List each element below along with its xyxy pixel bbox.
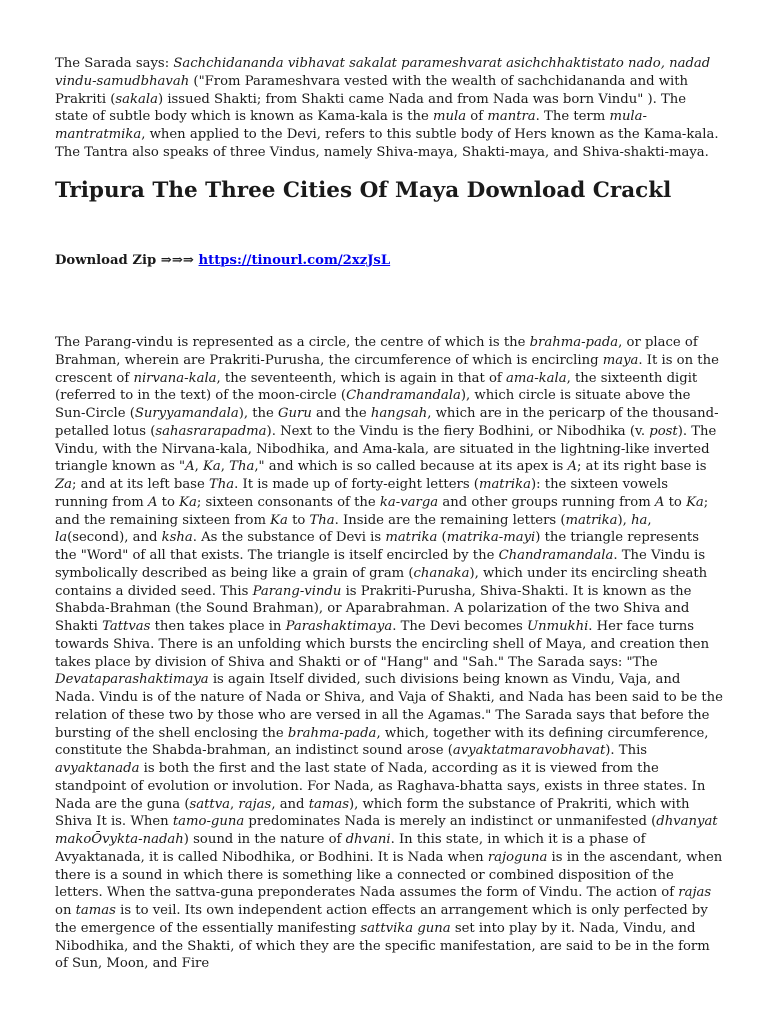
body-text-run: is to veil. Its own independent action effects an arrangement which is only perfected by the emergence of the essentially manifesting — [55, 903, 708, 936]
body-italic-term: ka-varga — [379, 494, 439, 510]
body-text-run: , or place of Brahman, wherein are Prakriti-Purusha, the circumference of which is encircling — [55, 335, 698, 368]
intro-text-run: , when applied to the Devi, refers to this subtle body of Hers known as the Kama-kala. The Tantra also speaks of three Vindus, namely Shiva-maya, Shakti-maya, and Shiva-shakti-maya. — [55, 127, 719, 160]
body-italic-term: matrika — [478, 477, 531, 492]
intro-text-run: . The term — [535, 109, 610, 125]
body-text-run: , — [230, 796, 239, 812]
intro-text-run: of — [466, 109, 488, 125]
body-italic-term: Za — [55, 477, 73, 492]
body-italic-term: matrika — [565, 512, 618, 528]
intro-paragraph — [55, 55, 720, 162]
body-text-run: ). Next to the Vindu is the fiery Bodhini, or Nibodhika (v. — [266, 423, 650, 439]
body-text-run: is in the ascendant, when there is a sound in which there is something like a connected or combined disposition of the letters. When the sattva-guna preponderates Nada assumes the form of Vindu. The action of — [55, 849, 723, 901]
body-text-run: ), which form the substance of Prakriti, which with Shiva It is. When — [55, 796, 690, 830]
body-italic-term: maya — [602, 352, 639, 368]
intro-italic-term: mula-mantratmika — [55, 109, 647, 142]
body-text-run: The Parang-vindu is represented as a circle, the centre of which is the — [55, 335, 530, 350]
body-italic-term: ha — [631, 512, 648, 528]
body-italic-term: dhvani — [345, 832, 391, 847]
body-italic-term: matrika-mayi — [446, 530, 536, 546]
body-text-run: ). The Vindu, with the Nirvana-kala, Nibodhika, and Ama-kala, are situated in the lightning-like inverted triangle known as " — [55, 423, 717, 475]
body-text-run: set into play by it. Nada, Vindu, and Nibodhika, and the Shakti, of which they are the specific manifestation, are said to be in the form of Sun, Moon, and Fire — [55, 920, 710, 972]
body-text-run: , — [194, 459, 204, 475]
body-italic-term: nirvana-kala — [133, 370, 217, 386]
body-italic-term: Chandramandala — [498, 548, 614, 563]
body-italic-term: hangsah — [370, 406, 428, 421]
body-italic-term: Tattvas — [102, 619, 151, 634]
body-italic-term: Ka — [270, 512, 288, 528]
body-italic-term: Tha — [309, 512, 335, 528]
body-text-run: ) the triangle represents the "Word" of all that exists. The triangle is itself encircled by the — [55, 530, 699, 563]
body-text-run: , which, together with its defining circumference, constitute the Shabda-brahman, an indistinct sound arose ( — [55, 725, 709, 759]
body-italic-term: matrika — [385, 530, 438, 546]
body-italic-term: la — [55, 530, 68, 546]
download-label: Download Zip ⇒⇒⇒ — [55, 253, 199, 268]
body-italic-term: ksha — [161, 530, 193, 546]
body-text-run: is again Itself divided, such divisions being known as Vindu, Vaja, and Nada. Vindu is of the nature of Nada or Shiva, and Vaja of Shakti, and Nada has been said to be the relation of these two by those who are versed in all the Agamas." The Sarada says that before the bursting of the shell enclosing the — [55, 672, 723, 741]
body-italic-term: ama-kala — [505, 370, 567, 386]
intro-italic-term: mula — [433, 109, 467, 125]
body-italic-term: avyaktatmaravobhavat — [452, 743, 606, 759]
body-text-run: , — [647, 512, 652, 528]
body-text-run: ), which circle is situate above the Sun-Circle ( — [55, 388, 691, 421]
body-text-run: ; sixteen consonants of the — [196, 494, 380, 510]
body-text-run: ; and at its left base — [72, 477, 209, 492]
body-italic-term: Ka — [203, 459, 221, 475]
body-text-run: to — [287, 512, 310, 528]
body-italic-term: rajas — [238, 796, 272, 812]
body-text-run: ), the — [238, 406, 279, 421]
body-text-run: ) sound in the nature of — [183, 832, 346, 847]
body-italic-term: rajoguna — [487, 849, 548, 865]
body-text-run: predominates Nada is merely an indistinct or unmanifested ( — [244, 814, 657, 830]
body-italic-term: rajas — [678, 885, 712, 901]
body-text-run: ," and which is so called because at its apex is — [254, 459, 568, 475]
body-text-run: to — [664, 494, 687, 510]
body-text-run: , which are in the pericarp of the thousand-petalled lotus ( — [55, 406, 719, 439]
body-italic-term: Tha — [229, 459, 255, 475]
body-text-run: , the seventeenth, which is again in that of — [216, 370, 506, 386]
body-text-run: and the — [311, 406, 371, 421]
body-text-run: is Prakriti-Purusha, Shiva-Shakti. It is known as the Shabda-Brahman (the Sound Brahman), or Aparabrahman. A polarization of the two Shiva and Shakti — [55, 583, 692, 634]
body-italic-term: tamas — [308, 796, 349, 812]
intro-text-run: ) issued Shakti; from Shakti came Nada and from Nada was born Vindu" ). The state of subtle body which is known as Kama-kala is the — [55, 91, 687, 125]
body-italic-term: Chandramandala — [346, 388, 461, 404]
body-italic-term: sahasrarapadma — [155, 423, 267, 439]
body-text-run: ; at its right base is — [577, 459, 707, 475]
body-text-run: ), which under its encircling sheath contains a divided seed. This — [55, 565, 708, 599]
body-italic-term: Ka — [686, 494, 704, 510]
body-italic-term: avyaktanada — [55, 761, 140, 776]
body-italic-term: A — [147, 494, 158, 510]
body-italic-term: Guru — [278, 406, 312, 421]
body-text-run: . Her face turns towards Shiva. There is an unfolding which bursts the encircling shell of Maya, and creation then takes place by division of Shiva and Shakti or of "Hang" and "Sah." The Sarada says: "The — [55, 619, 710, 670]
body-italic-term: Parashaktimaya — [285, 619, 393, 634]
body-text-run: . It is on the crescent of — [55, 352, 719, 386]
body-text-run: ; and the remaining sixteen from — [55, 494, 709, 528]
body-text-run: , and — [271, 796, 309, 812]
body-italic-term: brahma-pada — [529, 335, 619, 350]
body-text-run: , the sixteenth digit (referred to in the text) of the moon-circle ( — [55, 370, 698, 404]
intro-italic-term: mantra — [487, 109, 536, 125]
body-italic-term: A — [654, 494, 665, 510]
intro-italic-term: sakala — [115, 91, 158, 107]
body-text-run: . It is made up of forty-eight letters ( — [234, 477, 479, 492]
intro-italic-term: Sachchidananda vibhavat sakalat parameshvarat asichchhaktistato nado, nadad vindu-samudbhavah — [55, 56, 711, 89]
body-text-run: . Inside are the remaining letters ( — [334, 512, 566, 528]
body-text-run: and other groups running from — [438, 494, 655, 510]
download-line — [55, 252, 390, 269]
intro-text-run: ("From Parameshvara vested with the wealth of sachchidananda and with Prakriti ( — [55, 73, 689, 107]
body-text-run: then takes place in — [150, 619, 286, 634]
download-link[interactable]: https://tinourl.com/2xzJsL — [198, 253, 391, 268]
body-italic-term: post — [649, 423, 678, 439]
body-text-run: is both the first and the last state of Nada, according as it is viewed from the standpoint of evolution or involution. For Nada, as Raghava-bhatta says, exists in three states. In Nada are the guna ( — [55, 761, 706, 812]
body-italic-term: sattvika guna — [360, 920, 451, 936]
body-text-run: . In this state, in which it is a phase of Avyaktanada, it is called Nibodhika, or Bodhini. It is Nada when — [55, 832, 646, 865]
body-italic-term: Ka — [179, 494, 197, 510]
body-text-run: . The Vindu is symbolically described as being like a grain of gram ( — [55, 548, 706, 581]
body-italic-term: Suryyamandala — [134, 406, 239, 421]
article-heading: Tripura The Three Cities Of Maya Download Crackl — [55, 178, 672, 203]
body-text-run: (second), and — [67, 530, 162, 546]
body-italic-term: Unmukhi — [526, 619, 589, 634]
body-text-run: . As the substance of Devi is — [192, 530, 386, 546]
body-italic-term: tamas — [75, 903, 116, 918]
body-text-run: , — [220, 459, 230, 475]
body-italic-term: A — [185, 459, 195, 475]
body-text-run: . The Devi becomes — [392, 619, 527, 634]
body-text-run: ( — [437, 530, 447, 546]
body-paragraph — [55, 334, 723, 973]
body-text-run: ): the sixteen vowels running from — [55, 477, 669, 510]
intro-text-run: The Sarada says: — [55, 56, 174, 71]
body-italic-term: sattva — [189, 796, 231, 812]
body-text-run: ). This — [605, 743, 648, 759]
body-italic-term: chanaka — [413, 565, 470, 581]
body-text-run: to — [157, 494, 180, 510]
body-text-run: on — [55, 903, 76, 918]
body-italic-term: brahma-pada — [287, 725, 377, 741]
body-italic-term: Parang-vindu — [252, 583, 342, 599]
body-italic-term: A — [567, 459, 578, 475]
body-italic-term: dhvanyat makoŌvykta-nadah — [55, 814, 718, 847]
body-italic-term: tamo-guna — [172, 814, 245, 830]
body-italic-term: Tha — [208, 477, 235, 492]
body-text-run: ), — [617, 512, 632, 528]
body-italic-term: Devataparashaktimaya — [55, 672, 209, 688]
